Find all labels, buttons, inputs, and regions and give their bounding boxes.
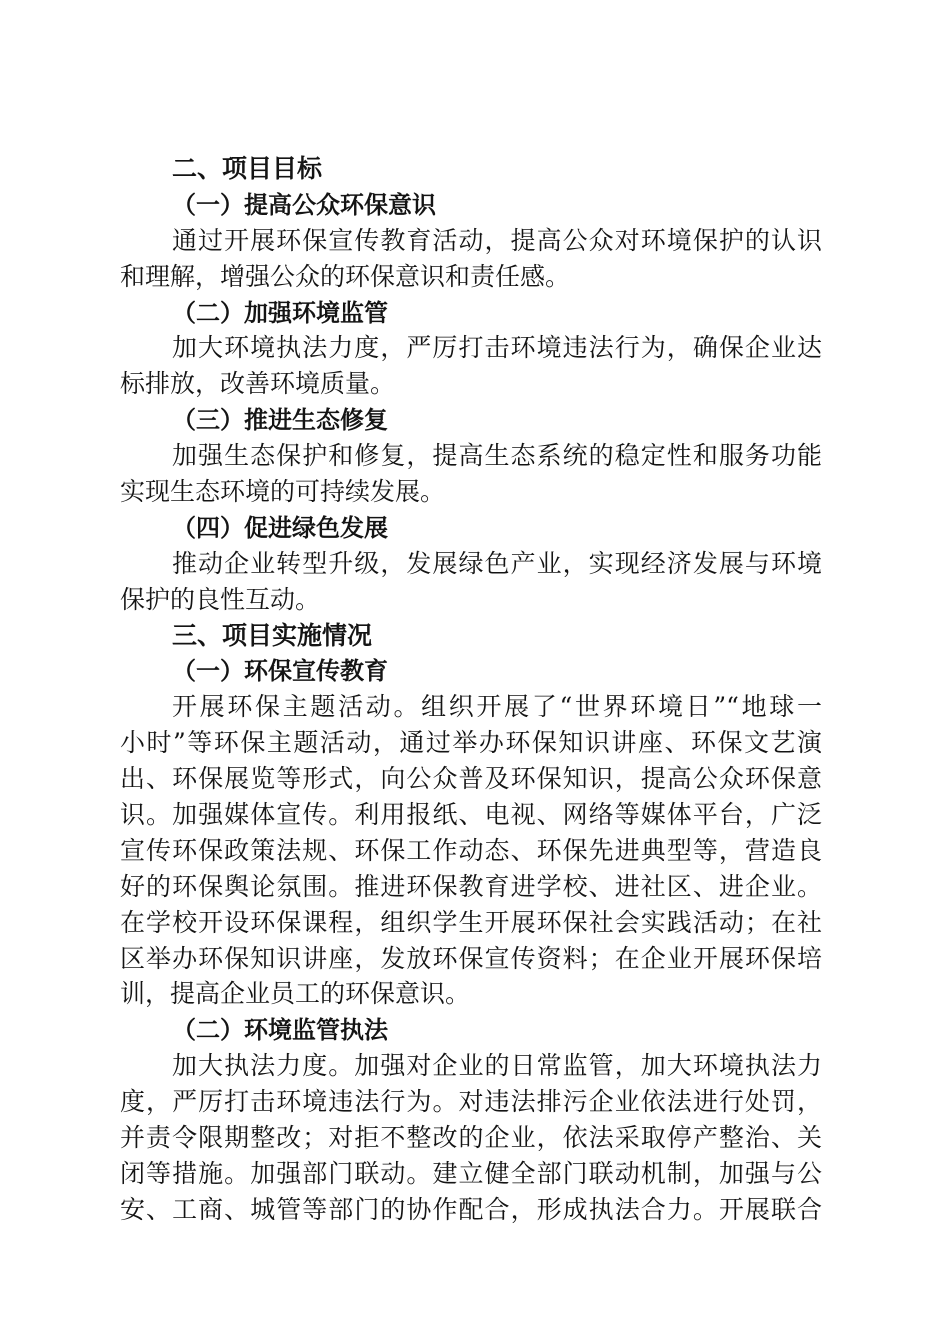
text-line: 开展环保主题活动。组织开展了“世界环境日”“地球一 (172, 692, 822, 722)
text-line: 训，提高企业员工的环保意识。 (120, 979, 471, 1009)
text-line: 度，严厉打击环境违法行为。对违法排污企业依法进行处罚， (120, 1087, 822, 1117)
subsection-heading: （二）加强环境监管 (172, 297, 388, 327)
paragraph (120, 1048, 822, 1227)
text-line: 并责令限期整改；对拒不整改的企业，依法采取停产整治、关 (120, 1123, 822, 1153)
paragraph (120, 689, 822, 1012)
text-line: 通过开展环保宣传教育活动，提高公众对环境保护的认识 (172, 225, 822, 255)
text-line: 区举办环保知识讲座，发放环保宣传资料；在企业开展环保培 (120, 943, 822, 973)
text-line: 加强生态保护和修复，提高生态系统的稳定性和服务功能 (172, 441, 822, 471)
text-line: 小时”等环保主题活动，通过举办环保知识讲座、环保文艺演 (120, 728, 822, 758)
text-line: 加大执法力度。加强对企业的日常监管，加大环境执法力 (172, 1051, 822, 1081)
subsection-heading: （三）推进生态修复 (172, 405, 388, 435)
text-line: 保护的良性互动。 (120, 584, 321, 614)
subsection-heading: （一）环保宣传教育 (172, 656, 388, 686)
subsection-heading: （一）提高公众环保意识 (172, 189, 436, 219)
text-line: 实现生态环境的可持续发展。 (120, 477, 446, 507)
text-line: 闭等措施。加强部门联动。建立健全部门联动机制，加强与公 (120, 1158, 822, 1188)
subsection-heading: （四）促进绿色发展 (172, 512, 388, 542)
text-line: 加大环境执法力度，严厉打击环境违法行为，确保企业达 (172, 333, 822, 363)
document-body (120, 151, 822, 1228)
text-line: 安、工商、城管等部门的协作配合，形成执法合力。开展联合 (120, 1194, 822, 1224)
paragraph (120, 223, 822, 295)
text-line: 出、环保展览等形式，向公众普及环保知识，提高公众环保意 (120, 764, 822, 794)
paragraph (120, 330, 822, 402)
paragraph (120, 546, 822, 618)
section-heading: 三、项目实施情况 (172, 620, 373, 650)
section-heading: 二、项目目标 (172, 154, 323, 183)
subsection-heading: （二）环境监管执法 (172, 1015, 388, 1045)
text-line: 标排放，改善环境质量。 (120, 369, 396, 399)
text-line: 好的环保舆论氛围。推进环保教育进学校、进社区、进企业。 (120, 871, 822, 901)
text-line: 推动企业转型升级，发展绿色产业，实现经济发展与环境 (172, 548, 822, 578)
text-line: 识。加强媒体宣传。利用报纸、电视、网络等媒体平台，广泛 (120, 800, 822, 830)
text-line: 宣传环保政策法规、环保工作动态、环保先进典型等，营造良 (120, 835, 822, 865)
text-line: 在学校开设环保课程，组织学生开展环保社会实践活动；在社 (120, 907, 822, 937)
paragraph (120, 438, 822, 510)
text-line: 和理解，增强公众的环保意识和责任感。 (120, 261, 571, 291)
